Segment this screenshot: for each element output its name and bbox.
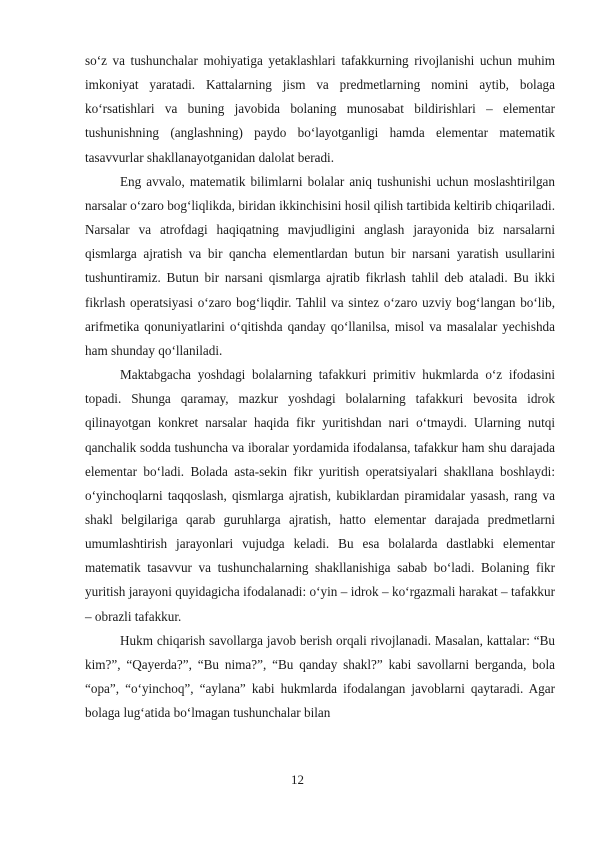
paragraph-3: Maktabgacha yoshdagi bolalarning tafakkuri primitiv hukmlarda o‘z ifodasini topadi. Shunga qaramay, mazkur yoshdagi bolalarning tafakkuri bevosita idrok qilinayotgan konkret narsalar haqida fikr yuritishdan nari o‘tmaydi. Ularning nutqi qanchalik sodda tushuncha va iboralar yordamida ifodalansa, tafakkur ham shu darajada elementar bo‘ladi. Bolada asta-sekin fikr yuritish operatsiyalari shakllana boshlaydi: o‘yinchoqlarni taqqoslash, qismlarga ajratish, kubiklardan piramidalar yasash, rang va shakl belgilariga qarab guruhlarga ajratish, hatto elementar darajada predmetlarni umumlashtirish jarayonlari vujudga keladi. Bu esa bolalarda dastlabki elementar matematik tasavvur va tushunchalarning shakllanishiga sabab bo‘ladi. Bolaning fikr yuritish jarayoni quyidagicha ifodalanadi: o‘yin – idrok – ko‘rgazmali harakat – tafakkur – obrazli tafakkur. bbox=[85, 367, 555, 624]
paragraph-4: Hukm chiqarish savollarga javob berish orqali rivojlanadi. Masalan, kattalar: “Bu kim?”, “Qayerda?”, “Bu nima?”, “Bu qanday shakl?” kabi savollarni berganda, bola “opa”, “o‘yinchoq”, “aylana” kabi hukmlarda ifodalangan javoblarni qaytaradi. Agar bolaga lug‘atida bo‘lmagan tushunchalar bilan bbox=[85, 632, 555, 721]
page-body bbox=[85, 49, 555, 725]
page-number: 12 bbox=[291, 772, 304, 787]
paragraph-1: so‘z va tushunchalar mohiyatiga yetaklashlari tafakkurning rivojlanishi uchun muhim imkoniyat yaratadi. Kattalarning jism va predmetlarning nomini aytib, bolaga ko‘rsatishlari va buning javobida bolaning munosabat bildirishlari – elementar tushunishning (anglashning) paydo bo‘layotganligi hamda elementar matematik tasavvurlar shakllanayotganidan dalolat beradi. bbox=[85, 53, 555, 165]
paragraph-2: Eng avvalo, matematik bilimlarni bolalar aniq tushunishi uchun moslashtirilgan narsalar o‘zaro bog‘liqlikda, biridan ikkinchisini hosil qilish tartibida keltirib chiqariladi. Narsalar va atrofdagi haqiqatning mavjudligini anglash jarayonida biz narsalarni qismlarga ajratish va bir qancha elementlardan butun bir narsani yaratish usullarini tushuntiramiz. Butun bir narsani qismlarga ajratib fikrlash tahlil deb ataladi. Bu ikki fikrlash operatsiyasi o‘zaro bog‘liqdir. Tahlil va sintez o‘zaro uzviy bog‘langan bo‘lib, arifmetika qonuniyatlarini o‘qitishda qanday qo‘llanilsa, misol va masalalar yechishda ham shunday qo‘llaniladi. bbox=[85, 173, 555, 358]
